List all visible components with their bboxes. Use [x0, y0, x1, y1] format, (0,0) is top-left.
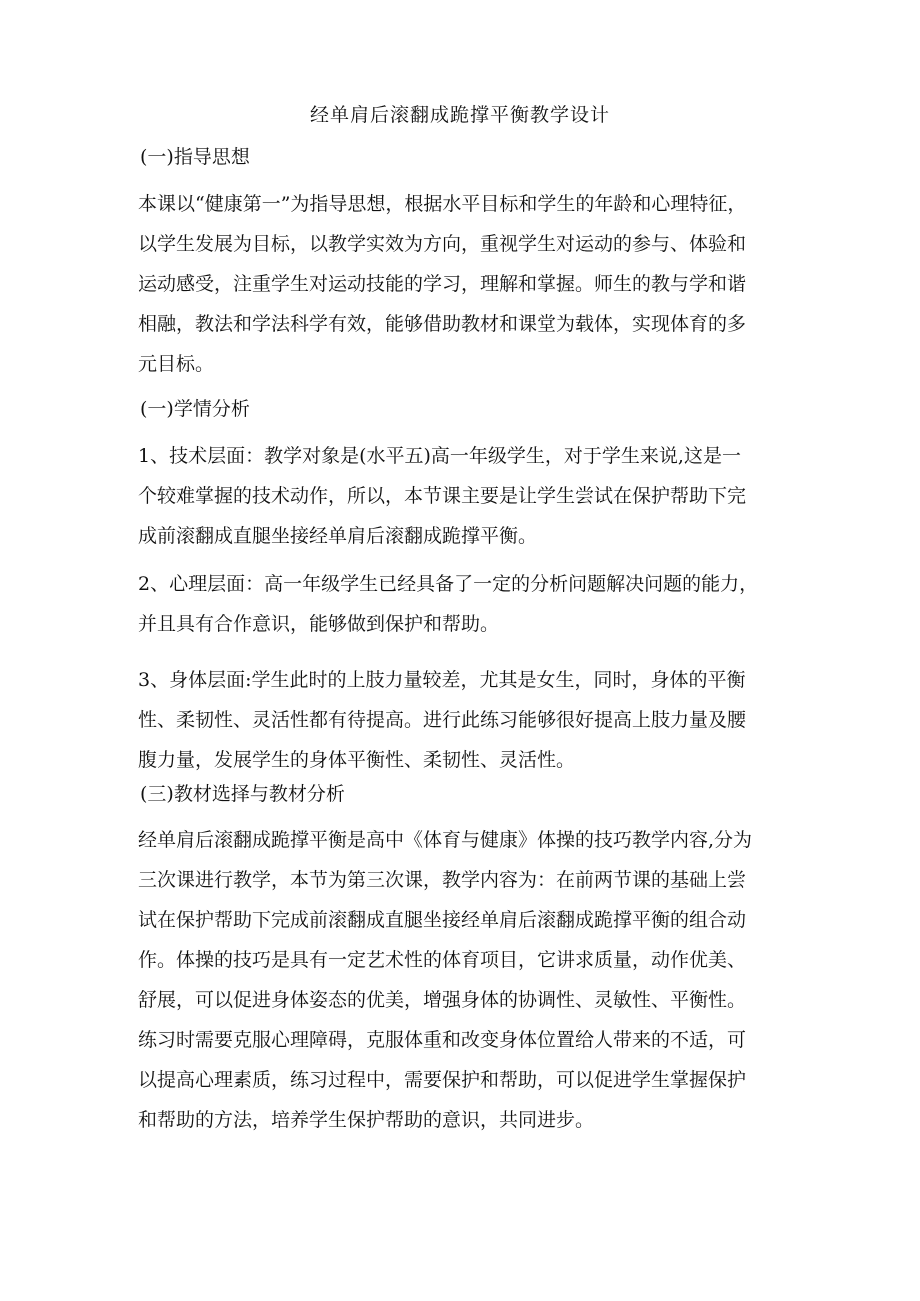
paragraph-psychological-level [138, 564, 798, 644]
text-line: 3、身体层面:学生此时的上肢力量较差，尤其是女生，同时，身体的平衡 [138, 669, 746, 691]
text-line: 和帮助的方法，培养学生保护帮助的意识，共同进步。 [138, 1109, 595, 1131]
text-line: 作。体操的技巧是具有一定艺术性的体育项目，它讲求质量，动作优美、 [138, 949, 747, 971]
text-line: 2、心理层面：高一年级学生已经具备了一定的分析问题解决问题的能力， [138, 573, 759, 595]
text-line: 并且具有合作意识，能够做到保护和帮助。 [138, 613, 500, 635]
paragraph-physical-level [138, 660, 798, 780]
text-line: 练习时需要克服心理障碍，克服体重和改变身体位置给人带来的不适，可 [138, 1029, 747, 1051]
section-heading-guiding-ideology: (一)指导思想 [140, 146, 250, 168]
text-line: 元目标。 [138, 353, 215, 375]
section-heading-student-analysis: (一)学情分析 [140, 398, 250, 420]
text-line: 试在保护帮助下完成前滚翻成直腿坐接经单肩后滚翻成跪撑平衡的组合动 [138, 909, 747, 931]
text-line: 个较难掌握的技术动作，所以，本节课主要是让学生尝试在保护帮助下完 [138, 485, 747, 507]
paragraph-guiding-ideology [138, 184, 798, 384]
text-line: 性、柔韧性、灵活性都有待提高。进行此练习能够很好提高上肢力量及腰 [138, 709, 747, 731]
document-title: 经单肩后滚翻成跪撑平衡教学设计 [309, 104, 610, 126]
text-line: 以提高心理素质，练习过程中，需要保护和帮助，可以促进学生掌握保护 [138, 1069, 747, 1091]
text-line: 成前滚翻成直腿坐接经单肩后滚翻成跪撑平衡。 [138, 525, 538, 547]
text-line: 三次课进行教学，本节为第三次课，教学内容为：在前两节课的基础上尝 [138, 869, 747, 891]
text-line: 本课以“健康第一”为指导思想，根据水平目标和学生的年龄和心理特征， [138, 193, 747, 215]
text-line: 以学生发展为目标，以教学实效为方向，重视学生对运动的参与、体验和 [138, 233, 747, 255]
text-line: 1、技术层面：教学对象是(水平五)高一年级学生，对于学生来说,这是一 [138, 445, 741, 467]
text-line: 相融，教法和学法科学有效，能够借助教材和课堂为载体，实现体育的多 [138, 313, 747, 335]
section-heading-material-analysis: (三)教材选择与教材分析 [140, 783, 345, 805]
text-line: 舒展，可以促进身体姿态的优美，增强身体的协调性、灵敏性、平衡性。 [138, 989, 747, 1011]
text-line: 经单肩后滚翻成跪撑平衡是高中《体育与健康》体操的技巧教学内容,分为 [138, 829, 753, 851]
paragraph-material-analysis [138, 820, 798, 1140]
text-line: 腹力量，发展学生的身体平衡性、柔韧性、灵活性。 [138, 749, 576, 771]
paragraph-technical-level [138, 436, 798, 556]
text-line: 运动感受，注重学生对运动技能的学习，理解和掌握。师生的教与学和谐 [138, 273, 747, 295]
